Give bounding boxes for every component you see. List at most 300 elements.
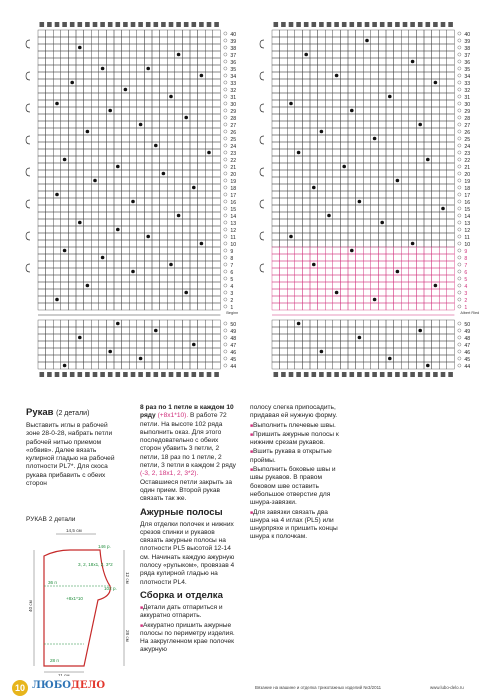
grid-cell: [432, 37, 440, 44]
grid-cell: [325, 93, 333, 100]
grid-cell: [378, 163, 386, 170]
chart-dot: [350, 109, 354, 113]
grid-cell: [129, 177, 137, 184]
row-number: 36: [464, 59, 471, 66]
grid-cell: [386, 44, 394, 51]
row-number: 10: [464, 241, 471, 248]
grid-cell: [416, 142, 424, 149]
grid-cell: [318, 268, 326, 275]
grid-cell: [190, 247, 198, 254]
grid-cell: [167, 142, 175, 149]
row-marker: [224, 32, 227, 35]
grid-cell: [106, 93, 114, 100]
grid-cell: [378, 275, 386, 282]
grid-cell: [137, 348, 145, 355]
grid-cell: [318, 205, 326, 212]
grid-cell: [439, 362, 447, 369]
grid-cell: [213, 289, 221, 296]
grid-cell: [409, 170, 417, 177]
grid-cell: [137, 226, 145, 233]
grid-cell: [409, 212, 417, 219]
grid-cell: [167, 128, 175, 135]
grid-cell: [61, 341, 69, 348]
needle-mark: [138, 22, 143, 27]
grid-cell: [310, 191, 318, 198]
row-number: 13: [464, 220, 471, 227]
grid-cell: [333, 177, 341, 184]
grid-cell: [378, 212, 386, 219]
grid-cell: [144, 275, 152, 282]
grid-cell: [68, 198, 76, 205]
brand-logo: ЛЮБОДЕЛО: [32, 680, 106, 691]
grid-cell: [46, 205, 54, 212]
grid-cell: [198, 282, 206, 289]
grid-cell: [295, 233, 303, 240]
grid-cell: [190, 226, 198, 233]
grid-cell: [137, 362, 145, 369]
grid-cell: [432, 219, 440, 226]
grid-cell: [280, 247, 288, 254]
grid-cell: [205, 128, 213, 135]
grid-cell: [122, 184, 130, 191]
grid-cell: [378, 282, 386, 289]
grid-cell: [106, 135, 114, 142]
dim-top-label: 14,5 см: [66, 528, 82, 533]
grid-cell: [46, 240, 54, 247]
grid-cell: [378, 37, 386, 44]
grid-cell: [213, 44, 221, 51]
grid-cell: [198, 51, 206, 58]
grid-cell: [106, 212, 114, 219]
grid-cell: [53, 93, 61, 100]
bullet: ■ Выполнить боковые швы и швы рукавов. В правом боковом шве оставить небольшое отверстие для шнура-завязки.: [250, 466, 346, 507]
needle-mark: [40, 22, 45, 27]
row-number: 21: [464, 164, 471, 171]
grid-cell: [160, 30, 168, 37]
grid-cell: [401, 149, 409, 156]
grid-cell: [205, 93, 213, 100]
grid-cell: [302, 58, 310, 65]
grid-cell: [356, 320, 364, 327]
grid-cell: [213, 58, 221, 65]
grid-cell: [378, 362, 386, 369]
grid-cell: [99, 226, 107, 233]
chart-dot: [63, 249, 67, 253]
grid-cell: [439, 156, 447, 163]
grid-cell: [432, 177, 440, 184]
needle-mark: [327, 372, 332, 377]
grid-cell: [46, 348, 54, 355]
grid-cell: [144, 128, 152, 135]
grid-cell: [371, 275, 379, 282]
grid-cell: [114, 191, 122, 198]
grid-cell: [378, 233, 386, 240]
grid-cell: [378, 30, 386, 37]
grid-cell: [46, 184, 54, 191]
grid-cell: [76, 362, 84, 369]
grid-cell: [401, 334, 409, 341]
chart-dot: [434, 284, 438, 288]
grid-cell: [325, 362, 333, 369]
grid-cell: [38, 247, 46, 254]
grid-cell: [424, 65, 432, 72]
grid-cell: [356, 93, 364, 100]
grid-cell: [182, 240, 190, 247]
row-number: 16: [464, 199, 471, 206]
grid-cell: [175, 65, 183, 72]
grid-cell: [182, 107, 190, 114]
grid-cell: [287, 86, 295, 93]
grid-cell: [190, 65, 198, 72]
grid-cell: [106, 65, 114, 72]
grid-cell: [213, 184, 221, 191]
grid-cell: [318, 233, 326, 240]
needle-mark: [161, 22, 166, 27]
grid-cell: [280, 30, 288, 37]
bullet: ■ Выполнить плечевые швы.: [250, 422, 346, 430]
grid-cell: [302, 44, 310, 51]
grid-cell: [91, 163, 99, 170]
grid-cell: [356, 79, 364, 86]
grid-cell: [167, 240, 175, 247]
grid-cell: [318, 191, 326, 198]
grid-cell: [356, 65, 364, 72]
grid-cell: [182, 205, 190, 212]
grid-cell: [61, 142, 69, 149]
grid-cell: [38, 240, 46, 247]
grid-cell: [114, 282, 122, 289]
row-number: 12: [230, 227, 237, 234]
grid-cell: [394, 233, 402, 240]
grid-cell: [318, 289, 326, 296]
grid-cell: [287, 362, 295, 369]
grid-cell: [152, 212, 160, 219]
grid-cell: [68, 275, 76, 282]
grid-cell: [144, 149, 152, 156]
grid-cell: [287, 226, 295, 233]
grid-cell: [213, 156, 221, 163]
grid-cell: [409, 362, 417, 369]
grid-cell: [99, 128, 107, 135]
row-number: 21: [230, 164, 237, 171]
grid-cell: [114, 107, 122, 114]
grid-cell: [302, 282, 310, 289]
bullet: ■ Пришить ажурные полосы к нижним срезам рукавов.: [250, 431, 346, 448]
grid-cell: [144, 177, 152, 184]
grid-cell: [68, 205, 76, 212]
row-marker: [224, 102, 227, 105]
grid-cell: [106, 79, 114, 86]
grid-cell: [46, 65, 54, 72]
grid-cell: [371, 170, 379, 177]
needle-mark: [100, 372, 105, 377]
chart-dot: [131, 270, 135, 274]
grid-cell: [424, 79, 432, 86]
grid-cell: [348, 37, 356, 44]
needle-mark: [410, 22, 415, 27]
grid-cell: [61, 233, 69, 240]
grid-cell: [340, 30, 348, 37]
grid-cell: [310, 128, 318, 135]
grid-cell: [295, 107, 303, 114]
grid-cell: [363, 51, 371, 58]
grid-cell: [272, 114, 280, 121]
grid-cell: [198, 226, 206, 233]
row-marker: [458, 39, 461, 42]
grid-cell: [310, 296, 318, 303]
grid-cell: [129, 205, 137, 212]
grid-cell: [394, 226, 402, 233]
needle-mark: [334, 372, 339, 377]
grid-cell: [432, 296, 440, 303]
grid-cell: [84, 65, 92, 72]
grid-cell: [272, 72, 280, 79]
grid-cell: [325, 177, 333, 184]
grid-cell: [160, 177, 168, 184]
grid-cell: [213, 114, 221, 121]
grid-cell: [76, 65, 84, 72]
grid-cell: [272, 219, 280, 226]
grid-cell: [182, 341, 190, 348]
grid-cell: [272, 320, 280, 327]
grid-cell: [363, 65, 371, 72]
grid-cell: [99, 142, 107, 149]
grid-cell: [310, 212, 318, 219]
grid-cell: [280, 205, 288, 212]
grid-cell: [84, 334, 92, 341]
grid-cell: [287, 254, 295, 261]
row-marker: [458, 172, 461, 175]
grid-cell: [205, 156, 213, 163]
chart-dot: [426, 158, 430, 162]
grid-cell: [378, 261, 386, 268]
grid-cell: [394, 240, 402, 247]
row-number: 1: [464, 304, 468, 311]
grid-cell: [348, 51, 356, 58]
grid-cell: [61, 93, 69, 100]
grid-cell: [394, 86, 402, 93]
grid-cell: [272, 30, 280, 37]
grid-cell: [152, 296, 160, 303]
grid-cell: [416, 219, 424, 226]
grid-cell: [325, 114, 333, 121]
grid-cell: [160, 362, 168, 369]
grid-cell: [114, 355, 122, 362]
row-marker: [458, 186, 461, 189]
grid-cell: [310, 205, 318, 212]
row-number: 2: [464, 297, 468, 304]
grid-cell: [401, 240, 409, 247]
row-marker: [224, 60, 227, 63]
row-number: 23: [464, 150, 471, 157]
grid-cell: [76, 114, 84, 121]
grid-cell: [424, 240, 432, 247]
grid-cell: [144, 226, 152, 233]
grid-cell: [272, 163, 280, 170]
grid-cell: [280, 121, 288, 128]
grid-cell: [356, 114, 364, 121]
grid-cell: [333, 219, 341, 226]
grid-cell: [38, 261, 46, 268]
grid-cell: [99, 107, 107, 114]
row-number: 39: [464, 38, 471, 45]
grid-cell: [144, 163, 152, 170]
grid-cell: [447, 198, 455, 205]
grid-cell: [409, 149, 417, 156]
grid-cell: [295, 72, 303, 79]
row-number: 38: [464, 45, 471, 52]
grid-cell: [137, 72, 145, 79]
grid-cell: [114, 198, 122, 205]
grid-cell: [152, 135, 160, 142]
page-footer: [0, 676, 484, 699]
grid-cell: [160, 142, 168, 149]
grid-cell: [409, 121, 417, 128]
grid-cell: [325, 226, 333, 233]
needle-mark: [192, 372, 197, 377]
grid-cell: [333, 327, 341, 334]
grid-cell: [280, 100, 288, 107]
grid-cell: [340, 219, 348, 226]
grid-cell: [439, 327, 447, 334]
grid-cell: [348, 58, 356, 65]
grid-cell: [182, 128, 190, 135]
grid-cell: [356, 341, 364, 348]
grid-cell: [424, 93, 432, 100]
grid-cell: [122, 233, 130, 240]
grid-cell: [144, 184, 152, 191]
grid-cell: [144, 296, 152, 303]
grid-cell: [447, 128, 455, 135]
grid-cell: [340, 44, 348, 51]
grid-cell: [401, 79, 409, 86]
grid-cell: [432, 100, 440, 107]
grid-cell: [371, 121, 379, 128]
grid-cell: [318, 275, 326, 282]
grid-cell: [68, 121, 76, 128]
grid-cell: [167, 44, 175, 51]
grid-cell: [272, 254, 280, 261]
grid-cell: [378, 142, 386, 149]
grid-cell: [129, 142, 137, 149]
grid-cell: [340, 247, 348, 254]
grid-cell: [363, 348, 371, 355]
grid-cell: [167, 121, 175, 128]
grid-cell: [137, 198, 145, 205]
chart-dot: [108, 350, 112, 354]
grid-cell: [302, 149, 310, 156]
grid-cell: [318, 135, 326, 142]
grid-cell: [348, 268, 356, 275]
grid-cell: [401, 142, 409, 149]
grid-cell: [182, 320, 190, 327]
grid-cell: [447, 184, 455, 191]
grid-cell: [302, 240, 310, 247]
chart-dot: [55, 298, 59, 302]
grid-cell: [91, 240, 99, 247]
grid-cell: [129, 327, 137, 334]
grid-cell: [371, 198, 379, 205]
row-marker: [458, 144, 461, 147]
grid-cell: [409, 135, 417, 142]
grid-cell: [439, 135, 447, 142]
grid-cell: [386, 212, 394, 219]
grid-cell: [424, 212, 432, 219]
grid-cell: [409, 254, 417, 261]
grid-cell: [213, 30, 221, 37]
grid-cell: [175, 163, 183, 170]
grid-cell: [106, 289, 114, 296]
grid-cell: [84, 261, 92, 268]
grid-cell: [439, 226, 447, 233]
grid-cell: [363, 233, 371, 240]
grid-cell: [280, 37, 288, 44]
grid-cell: [198, 212, 206, 219]
grid-cell: [167, 177, 175, 184]
grid-cell: [394, 128, 402, 135]
grid-cell: [182, 233, 190, 240]
grid-cell: [295, 212, 303, 219]
grid-cell: [84, 93, 92, 100]
grid-cell: [61, 79, 69, 86]
grid-cell: [190, 93, 198, 100]
row-marker: [458, 200, 461, 203]
grid-cell: [280, 58, 288, 65]
needle-mark: [319, 372, 324, 377]
grid-cell: [318, 303, 326, 310]
grid-cell: [272, 65, 280, 72]
grid-cell: [205, 355, 213, 362]
grid-cell: [91, 261, 99, 268]
grid-cell: [160, 205, 168, 212]
grid-cell: [114, 254, 122, 261]
grid-cell: [394, 37, 402, 44]
grid-cell: [432, 303, 440, 310]
grid-cell: [114, 142, 122, 149]
grid-cell: [447, 72, 455, 79]
grid-cell: [333, 86, 341, 93]
grid-cell: [409, 233, 417, 240]
grid-cell: [416, 72, 424, 79]
grid-cell: [310, 72, 318, 79]
grid-cell: [318, 72, 326, 79]
grid-cell: [84, 240, 92, 247]
grid-cell: [432, 142, 440, 149]
grid-cell: [122, 177, 130, 184]
grid-cell: [394, 219, 402, 226]
chart-dot: [146, 67, 150, 71]
needle-mark: [357, 372, 362, 377]
grid-cell: [46, 327, 54, 334]
grid-cell: [386, 219, 394, 226]
grid-cell: [144, 261, 152, 268]
grid-cell: [401, 121, 409, 128]
grid-cell: [333, 362, 341, 369]
grid-cell: [160, 212, 168, 219]
grid-cell: [152, 240, 160, 247]
grid-cell: [401, 268, 409, 275]
chart-dot: [320, 350, 324, 354]
grid-cell: [114, 205, 122, 212]
grid-cell: [409, 177, 417, 184]
grid-cell: [394, 79, 402, 86]
grid-cell: [190, 72, 198, 79]
grid-cell: [144, 191, 152, 198]
grid-cell: [439, 184, 447, 191]
grid-cell: [272, 58, 280, 65]
needle-mark: [199, 22, 204, 27]
grid-cell: [280, 334, 288, 341]
